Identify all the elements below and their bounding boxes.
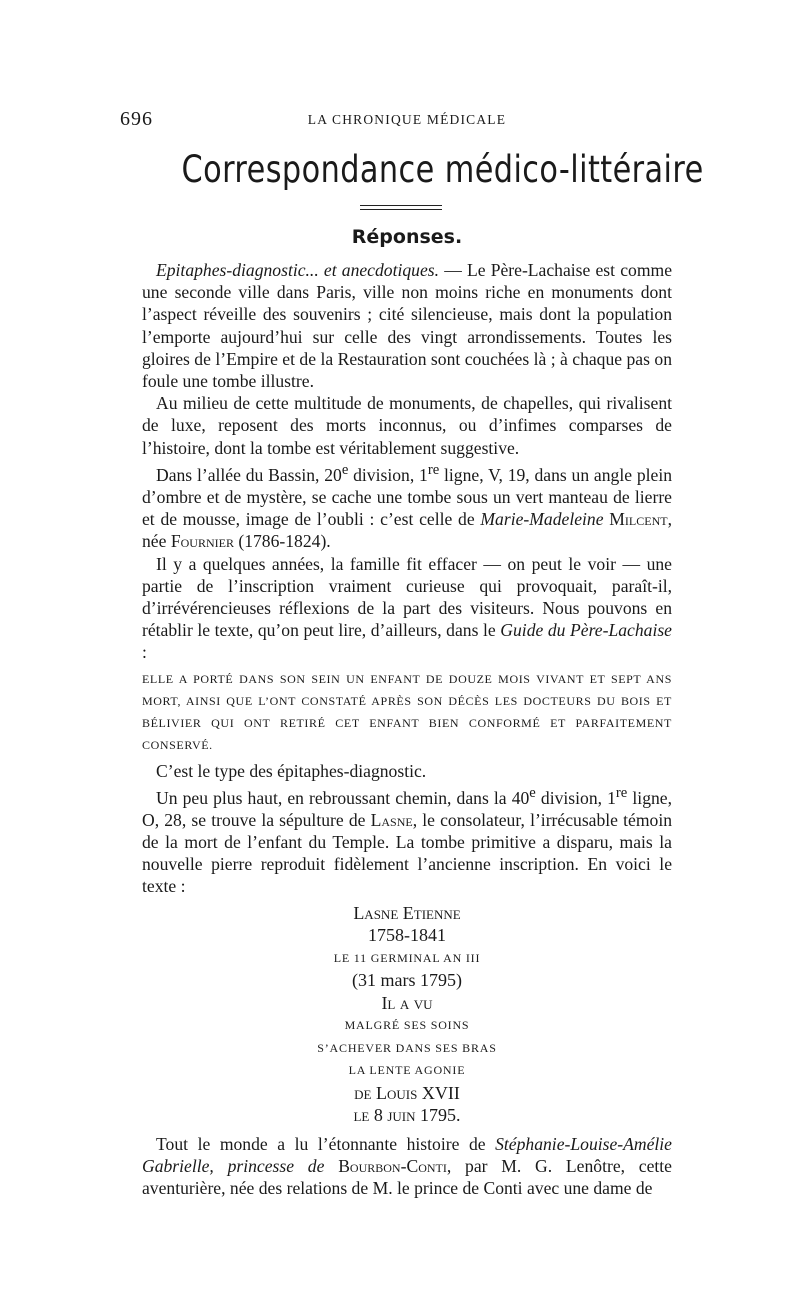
p3-sup-1: e: [341, 461, 349, 478]
p4-end: :: [142, 642, 147, 663]
epitaph-line-8: LA LENTE AGONIE: [348, 1063, 466, 1078]
epitaph-line-9: de Louis XVII: [354, 1082, 460, 1103]
p6-sup-2: re: [615, 784, 628, 801]
epitaph-line-1: Lasne Etienne: [353, 902, 461, 923]
p3-name-smallcaps: Milcent: [609, 509, 668, 530]
paragraph-7: [142, 1133, 672, 1200]
journal-title: LA CHRONIQUE MÉDICALE: [307, 112, 507, 127]
paragraph-6: [142, 782, 672, 898]
p3-text-f: (1786-1824).: [233, 531, 331, 552]
section-heading: Réponses.: [351, 226, 463, 248]
p3-text-c: ligne, V, 19, dans un angle plein d’ombre et de mystère, se cache une tombe sous un vert manteau de lierre et de mousse, image de l’oubli : c’est celle de: [142, 464, 673, 530]
inscription-block: ELLE A PORTÉ DANS SON SEIN UN ENFANT DE DOUZE MOIS VIVANT ET SEPT ANS MORT, AINSI QUE L’ONT CONSTATÉ APRÈS SON DÉCÈS LES DOCTEURS DU BOIS ET BÉLIVIER QUI ONT RETIRÉ CET ENFANT BIEN CONFORMÉ ET PARFAITEMENT CONSERVÉ.: [142, 671, 672, 752]
p6-text-c: ligne, O, 28, se trouve la sépulture de: [142, 787, 672, 830]
epitaph-line-4: (31 mars 1795): [352, 970, 462, 991]
p6-sup-1: e: [529, 784, 536, 801]
paragraph-1-text: — Le Père-Lachaise est comme une seconde ville dans Paris, ville non moins riche en monuments dont l’aspect réveille des souvenirs ; cité silencieuse, mais dont la population l’emporte aujourd’hui sur celle des vingt arrondissements. Toutes les gloires de l’Empire et de la Restauration sont couchées là ; à chaque pas on foule une tombe illustre.: [142, 260, 673, 392]
p3-text-a: Dans l’allée du Bassin, 20: [156, 464, 342, 485]
p4-guide-title: Guide du Père-Lachaise: [500, 620, 672, 641]
p3-text-e: , née: [142, 509, 672, 552]
title-rule-top: [360, 205, 442, 206]
epitaph-line-7: S’ACHEVER DANS SES BRAS: [317, 1040, 497, 1055]
p4-text: Il y a quelques années, la famille fit effacer — on peut le voir — une partie de l’inscription vraiment curieuse qui provoquait, paraît-il, d’irrévérencieuses réflexions de la part des visiteurs. Nous pouvons en rétablir le texte, qu’on peut lire, d’ailleurs, dans le: [142, 553, 672, 641]
p3-sup-2: re: [427, 461, 440, 478]
paragraph-1: [142, 259, 672, 392]
p6-text-b: division, 1: [535, 787, 616, 808]
p6-text-d: , le consolateur, l’irrécusable témoin de la mort de l’enfant du Temple. La tombe primitive a disparu, mais la nouvelle pierre reproduit fidèlement l’ancienne inscription. En voici le texte :: [142, 809, 673, 897]
paragraph-3: [142, 459, 672, 553]
p7-text-c: , par M. G. Lenôtre, cette aventurière, née des relations de M. le prince de Conti avec une dame de: [142, 1155, 672, 1198]
epitaph-block: [142, 902, 672, 1127]
p3-name2-smallcaps: Fournier: [170, 531, 234, 552]
p3-text-b: division, 1: [348, 464, 428, 485]
epitaph-line-3: LE 11 GERMINAL AN III: [333, 950, 481, 965]
paragraph-4: [142, 553, 672, 664]
epitaph-line-2: 1758-1841: [368, 925, 446, 946]
p7-smallcaps-name: Bourbon-Conti: [338, 1155, 447, 1176]
epitaph-line-5: Il a vu: [381, 992, 433, 1013]
p3-name-italic: Marie-Madeleine: [480, 509, 604, 530]
page-number: 696: [120, 108, 153, 130]
paragraph-1-lead: Epitaphes-diagnostic... et anecdotiques.: [156, 260, 440, 280]
p6-text-a: Un peu plus haut, en rebroussant chemin, dans la 40: [156, 787, 530, 808]
epitaph-line-6: MALGRÉ SES SOINS: [344, 1018, 470, 1033]
article-title: Correspondance médico-littéraire: [181, 148, 704, 191]
p7-text-b: [324, 1156, 338, 1176]
document-page: [120, 0, 704, 1314]
p7-italic-name: Stéphanie-Louise-Amélie Gabrielle, princesse de: [142, 1133, 672, 1176]
paragraph-5: C’est le type des épitaphes-diagnostic.: [156, 760, 427, 781]
title-rule-bottom: [360, 209, 442, 210]
epitaph-line-10: le 8 juin 1795.: [353, 1105, 461, 1126]
p6-name-smallcaps: Lasne: [370, 809, 413, 830]
article-body: [142, 259, 672, 1199]
running-header: [120, 108, 672, 132]
p7-text-a: Tout le monde a lu l’étonnante histoire de: [156, 1133, 496, 1154]
paragraph-2: Au milieu de cette multitude de monuments, de chapelles, qui rivalisent de luxe, reposent des morts inconnus, ou d’infimes comparses de l’histoire, dont la tombe est véritablement suggestive.: [142, 393, 672, 458]
